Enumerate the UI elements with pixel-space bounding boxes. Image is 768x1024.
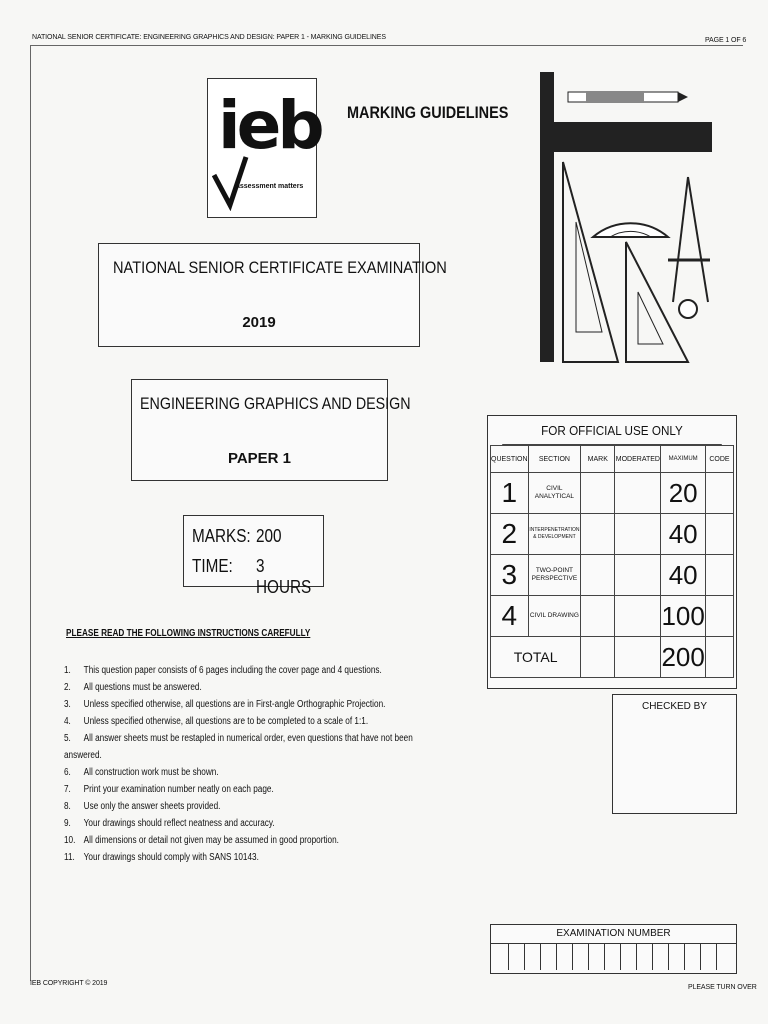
logo-word: ieb <box>218 87 321 164</box>
exam-number-digit-cell[interactable] <box>541 944 557 970</box>
total-maximum: 200 <box>661 637 705 678</box>
exam-number-box <box>490 924 737 974</box>
exam-number-digit-cell[interactable] <box>605 944 621 970</box>
mark-cell[interactable] <box>581 596 615 637</box>
mark-cell[interactable] <box>581 473 615 514</box>
page-number: PAGE 1 OF 6 <box>705 37 747 44</box>
col-moderated: MODERATED <box>615 446 661 473</box>
exam-number-label: EXAMINATION NUMBER <box>491 925 736 944</box>
checked-by-label: CHECKED BY <box>641 701 707 712</box>
footer-turn-over: PLEASE TURN OVER <box>688 984 757 991</box>
marks-value: 200 <box>256 526 282 546</box>
instruction-number: 9. <box>64 818 71 829</box>
subject-box <box>131 379 411 481</box>
code-cell[interactable] <box>705 596 733 637</box>
exam-number-digit-cell[interactable] <box>589 944 605 970</box>
drafting-tools-illustration <box>538 72 713 372</box>
exam-number-digit-cell[interactable] <box>557 944 573 970</box>
instruction-number: 8. <box>64 801 71 812</box>
question-number: 4 <box>491 596 529 637</box>
question-number: 2 <box>491 514 529 555</box>
moderated-cell[interactable] <box>615 473 661 514</box>
instruction-item <box>64 679 449 696</box>
instruction-item <box>64 730 449 764</box>
maximum-value: 40 <box>661 555 705 596</box>
exam-number-digit-cell[interactable] <box>637 944 653 970</box>
doc-type: MARKING GUIDELINES <box>347 103 509 122</box>
total-mark-cell[interactable] <box>581 637 615 678</box>
total-label: TOTAL <box>491 637 581 678</box>
instruction-text: Print your examination number neatly on each page. <box>83 784 274 795</box>
exam-number-cells[interactable] <box>491 944 736 975</box>
instruction-number: 5. <box>64 733 71 744</box>
ieb-logo <box>207 78 321 218</box>
section-name: INTERPENETRATION & DEVELOPMENT <box>528 514 581 555</box>
table-row <box>491 473 734 514</box>
exam-year: 2019 <box>242 314 276 331</box>
instruction-item <box>64 849 449 866</box>
exam-number-digit-cell[interactable] <box>653 944 669 970</box>
exam-number-digit-cell[interactable] <box>493 944 509 970</box>
total-moderated-cell[interactable] <box>615 637 661 678</box>
moderated-cell[interactable] <box>615 514 661 555</box>
marks-label: MARKS: <box>192 526 251 546</box>
instruction-number: 2. <box>64 682 71 693</box>
exam-name: NATIONAL SENIOR CERTIFICATE EXAMINATION <box>113 258 447 277</box>
total-row <box>491 637 734 678</box>
instruction-number: 3. <box>64 699 71 710</box>
maximum-value: 40 <box>661 514 705 555</box>
instruction-item <box>64 798 449 815</box>
header-title: NATIONAL SENIOR CERTIFICATE: ENGINEERING GRAPHICS AND DESIGN: PAPER 1 - MARKING GUIDELINES <box>32 34 386 41</box>
instruction-text: Unless specified otherwise, all questions are to be completed to a scale of 1:1. <box>83 716 369 727</box>
instructions-list <box>64 662 449 866</box>
checked-by-box[interactable] <box>612 694 737 814</box>
moderated-cell[interactable] <box>615 555 661 596</box>
instruction-number: 6. <box>64 767 71 778</box>
table-row <box>491 555 734 596</box>
col-question: QUESTION <box>491 446 529 473</box>
instruction-item <box>64 815 449 832</box>
code-cell[interactable] <box>705 473 733 514</box>
logo-tagline: assessment matters <box>236 183 304 190</box>
instructions-heading: PLEASE READ THE FOLLOWING INSTRUCTIONS CAREFULLY <box>66 628 311 639</box>
exam-number-digit-cell[interactable] <box>701 944 717 970</box>
time-label: TIME: <box>192 556 233 576</box>
instruction-item <box>64 781 449 798</box>
marks-box <box>183 515 324 597</box>
instruction-number: 10. <box>64 835 76 846</box>
instruction-text: Use only the answer sheets provided. <box>83 801 221 812</box>
table-row <box>491 596 734 637</box>
total-code-cell[interactable] <box>705 637 733 678</box>
section-name: CIVIL ANALYTICAL <box>528 473 581 514</box>
col-section: SECTION <box>528 446 581 473</box>
table-header-row <box>491 446 734 473</box>
instruction-item <box>64 832 449 849</box>
mark-cell[interactable] <box>581 555 615 596</box>
time-value: 3 HOURS <box>256 556 312 597</box>
mark-cell[interactable] <box>581 514 615 555</box>
exam-number-digit-cell[interactable] <box>573 944 589 970</box>
official-use-box <box>487 415 737 689</box>
footer-copyright: IEB COPYRIGHT © 2019 <box>30 980 108 987</box>
code-cell[interactable] <box>705 514 733 555</box>
instruction-text: All answer sheets must be restapled in numerical order, even questions that have not been answered. <box>64 733 413 761</box>
question-number: 3 <box>491 555 529 596</box>
instruction-number: 11. <box>64 852 75 863</box>
instruction-number: 1. <box>64 665 71 676</box>
table-row <box>491 514 734 555</box>
instruction-item <box>64 764 449 781</box>
instruction-item <box>64 662 449 679</box>
section-name: CIVIL DRAWING <box>528 596 581 637</box>
instruction-text: Unless specified otherwise, all questions are in First-angle Orthographic Projection. <box>83 699 386 710</box>
official-use-title: FOR OFFICIAL USE ONLY <box>502 418 722 445</box>
instruction-item <box>64 713 449 730</box>
official-use-table <box>490 445 734 678</box>
paper-number: PAPER 1 <box>227 450 292 467</box>
exam-number-digit-cell[interactable] <box>525 944 541 970</box>
instruction-text: This question paper consists of 6 pages including the cover page and 4 questions. <box>83 665 382 676</box>
maximum-value: 20 <box>661 473 705 514</box>
exam-number-digit-cell[interactable] <box>509 944 525 970</box>
instruction-text: Your drawings should comply with SANS 10143. <box>83 852 259 863</box>
maximum-value: 100 <box>661 596 705 637</box>
instruction-number: 7. <box>64 784 71 795</box>
instruction-text: Your drawings should reflect neatness and accuracy. <box>83 818 275 829</box>
col-code: CODE <box>705 446 733 473</box>
col-maximum: MAXIMUM <box>661 446 705 473</box>
moderated-cell[interactable] <box>615 596 661 637</box>
instruction-text: All dimensions or detail not given may be assumed in good proportion. <box>83 835 339 846</box>
exam-number-digit-cell[interactable] <box>621 944 637 970</box>
exam-box <box>98 243 447 347</box>
question-number: 1 <box>491 473 529 514</box>
section-name: TWO-POINT PERSPECTIVE <box>528 555 581 596</box>
instruction-number: 4. <box>64 716 71 727</box>
instruction-text: All questions must be answered. <box>83 682 202 693</box>
subject-name: ENGINEERING GRAPHICS AND DESIGN <box>140 394 411 413</box>
instruction-text: All construction work must be shown. <box>83 767 219 778</box>
exam-number-digit-cell[interactable] <box>669 944 685 970</box>
col-mark: MARK <box>581 446 615 473</box>
code-cell[interactable] <box>705 555 733 596</box>
instruction-item <box>64 696 449 713</box>
exam-number-digit-cell[interactable] <box>685 944 701 970</box>
